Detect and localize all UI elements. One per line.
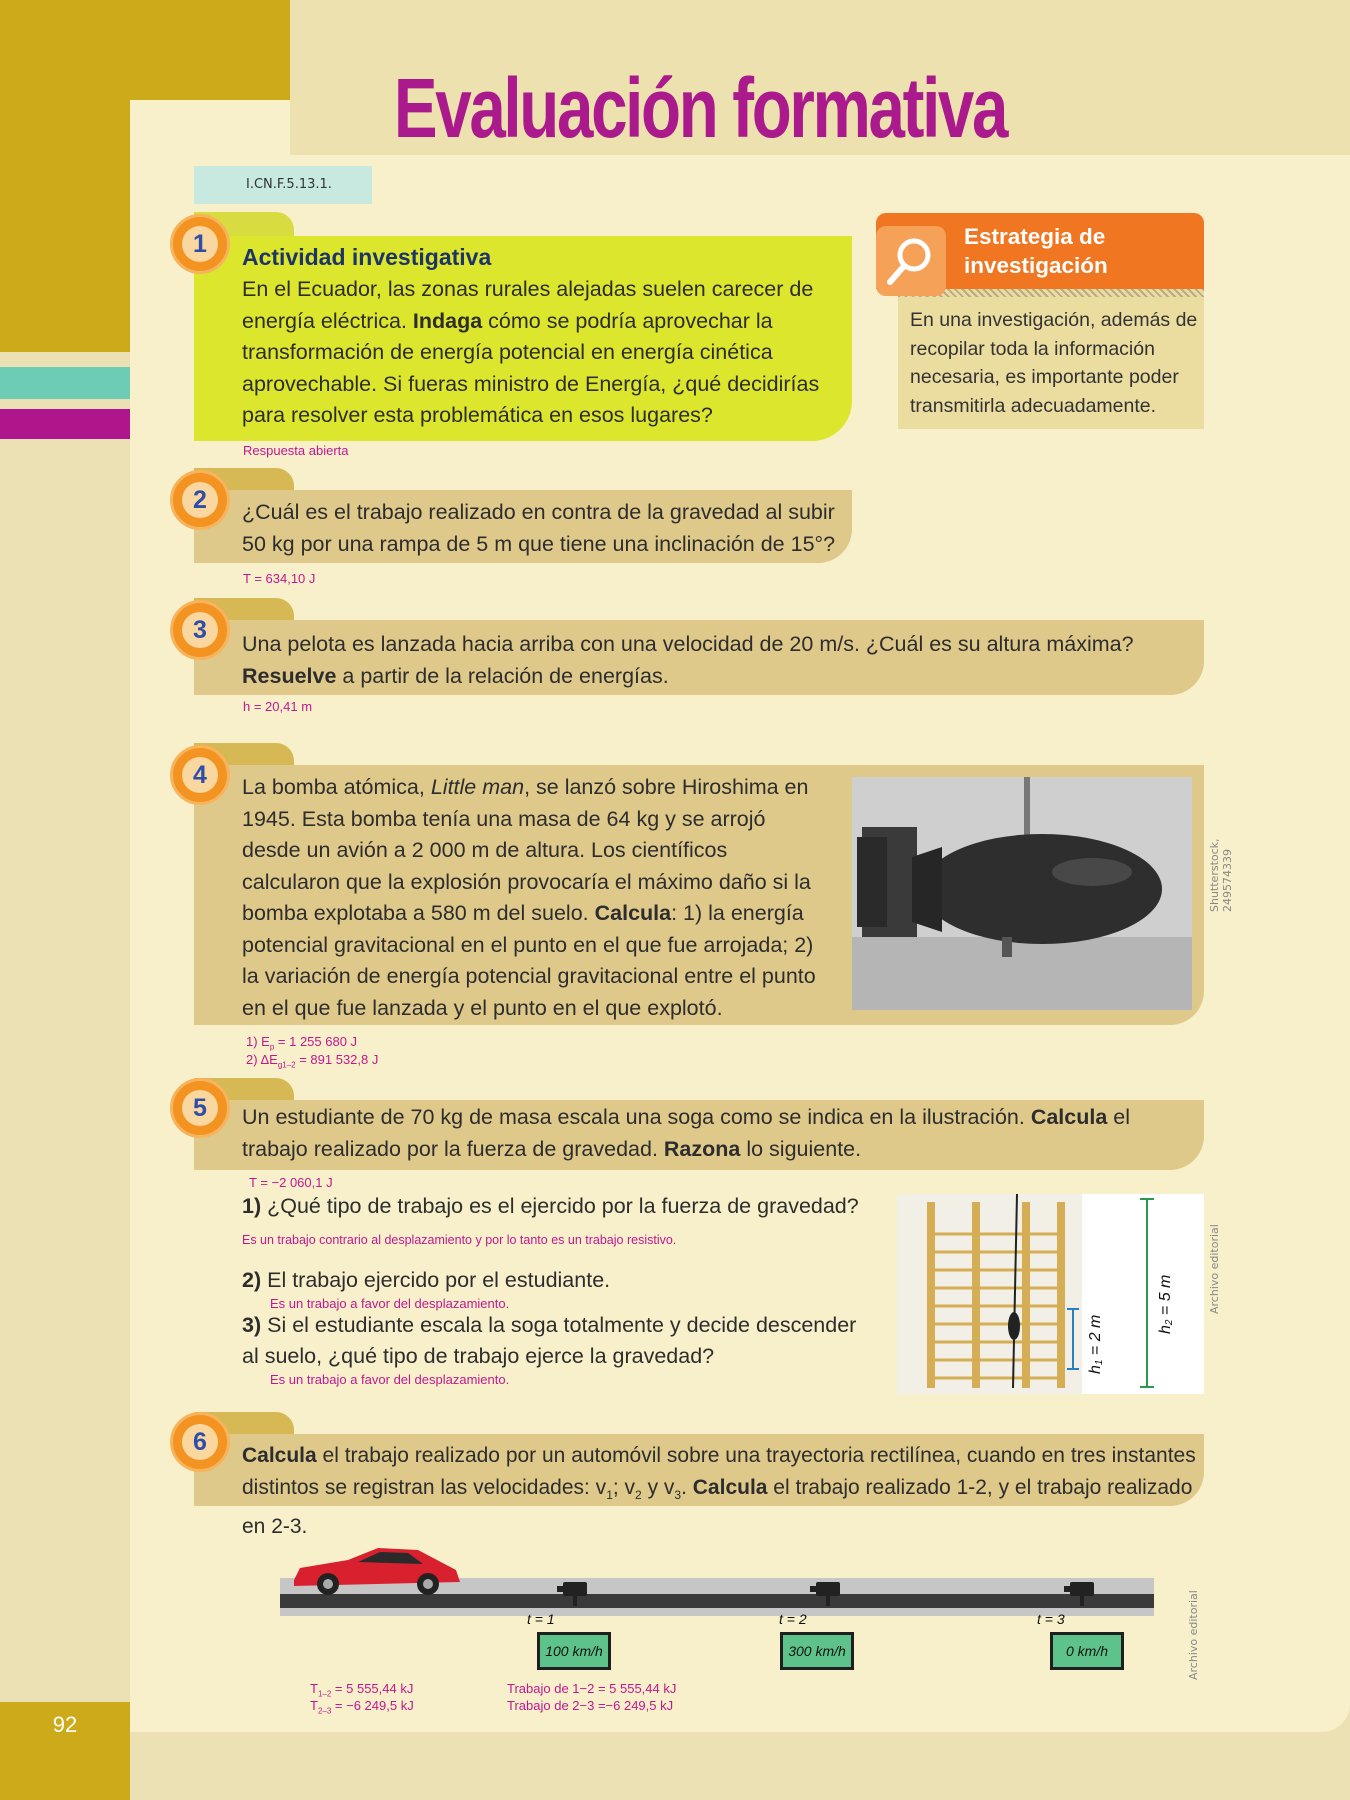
activity-number: 5 <box>182 1090 218 1126</box>
text-span: = 2 m <box>1087 1314 1104 1360</box>
speed-box: 0 km/h <box>1050 1632 1124 1670</box>
activity-heading: Actividad investigativa <box>242 244 492 270</box>
activity-number: 4 <box>182 757 218 793</box>
text-span: Una pelota es lanzada hacia arriba con una velocidad de 20 m/s. ¿Cuál es su altura máxima? <box>242 632 1134 656</box>
text-sub: p <box>269 1042 275 1052</box>
text-span: el trabajo realizado por un automóvil sobre una trayectoria rectilínea, cuando en tres instantes distintos se registran las velocidades: v <box>242 1444 1196 1499</box>
text-span: el trabajo realizado 1-2, y el trabajo realizado en 2-3. <box>242 1475 1193 1539</box>
activity-2-badge <box>170 470 230 530</box>
activity-4-badge <box>170 745 230 805</box>
text-sub: 2 <box>1164 1319 1176 1326</box>
italic-name: Little man <box>430 775 525 799</box>
text-span: = −6 249,5 kJ <box>331 1698 414 1713</box>
text-span: lo siguiente. <box>740 1136 862 1161</box>
subquestion-answer: Es un trabajo contrario al desplazamiento y por lo tanto es un trabajo resistivo. <box>242 1233 677 1247</box>
text-span: T <box>310 1681 318 1696</box>
strategy-title <box>964 222 1194 280</box>
activity-6-badge <box>170 1412 230 1472</box>
subquestion-3 <box>242 1310 862 1372</box>
camera-icon <box>1064 1580 1098 1606</box>
subquestion-number: 1) <box>242 1194 262 1218</box>
text-span: 2) ΔE <box>246 1052 278 1067</box>
activity-number: 1 <box>182 226 218 262</box>
bold-verb: Calcula <box>692 1475 768 1499</box>
bold-verb: Indaga <box>412 308 483 333</box>
strategy-title-line: Estrategia de <box>964 224 1106 249</box>
activity-5-text <box>242 1102 1197 1165</box>
height-1-label <box>1087 1294 1127 1374</box>
text-span: , se lanzó sobre Hiroshima en 1945. Esta bomba tenía una masa de 64 kg y se arrojó desde un avión a 2 000 m de altura. Los científicos calcularon que la explosión provocaría el máximo daño si la bomba explotaba a 580 m del suelo. <box>242 775 811 925</box>
text-span: . <box>681 1475 693 1499</box>
activity-4-answer-2 <box>246 1052 378 1074</box>
activity-5-badge <box>170 1078 230 1138</box>
activity-3-badge <box>170 600 230 660</box>
activity-number: 2 <box>182 482 218 518</box>
page-number: 92 <box>52 1712 78 1737</box>
activity-number: 3 <box>182 612 218 648</box>
text-span: : 1) la energía potencial gravitacional en el punto en el que fue arrojada; 2) la variación de energía potencial gravitacional entre el punto en el que fue lanzada y el punto en el que explotó. <box>242 901 816 1020</box>
time-label: t = 3 <box>1037 1611 1065 1627</box>
camera-icon <box>810 1580 844 1606</box>
strategy-text: En una investigación, además de recopilar toda la información necesaria, es importante poder transmitirla adecuadamente. <box>910 309 1198 417</box>
bold-verb: Calcula <box>1030 1105 1108 1129</box>
activity-2-answer: T = 634,10 J <box>243 571 316 586</box>
car-icon <box>288 1540 464 1598</box>
subquestion-1 <box>242 1191 862 1256</box>
subquestion-number: 2) <box>242 1268 262 1292</box>
text-span: La bomba atómica, <box>242 775 431 799</box>
bold-verb: Calcula <box>594 901 672 925</box>
text-span: = 5 m <box>1157 1274 1174 1320</box>
activity-2-text: ¿Cuál es el trabajo realizado en contra de la gravedad al subir 50 kg por una rampa de 5 m que tiene una inclinación de 15°? <box>242 500 836 556</box>
text-span: h <box>1087 1365 1104 1374</box>
subquestion-3-answer: Es un trabajo a favor del desplazamiento. <box>270 1372 510 1387</box>
activity-5-answer: T = −2 060,1 J <box>249 1175 333 1190</box>
activity-3-answer: h = 20,41 m <box>243 699 313 714</box>
activity-6-answer-3: Trabajo de 1−2 = 5 555,44 kJ <box>507 1681 677 1696</box>
text-span: a partir de la relación de energías. <box>336 663 669 688</box>
text-sub: 1 <box>1094 1359 1106 1366</box>
teal-strip <box>0 367 130 399</box>
rope-climb-illustration <box>897 1194 1204 1394</box>
atomic-bomb-photo <box>852 777 1192 1010</box>
camera-icon <box>557 1580 591 1606</box>
text-span: = 1 255 680 J <box>274 1034 358 1049</box>
subquestion-2 <box>242 1265 862 1296</box>
time-label: t = 2 <box>779 1611 807 1627</box>
text-sub: g1–2 <box>277 1060 296 1070</box>
magenta-strip <box>0 409 130 439</box>
page-title: Evaluación formativa <box>393 61 1007 155</box>
text-span: 1) E <box>246 1034 270 1049</box>
subquestion-number: 3) <box>242 1313 262 1337</box>
subquestion-2-answer: Es un trabajo a favor del desplazamiento. <box>270 1296 510 1311</box>
activity-3-text <box>242 629 1197 692</box>
text-span: T <box>310 1698 318 1713</box>
speed-box: 100 km/h <box>537 1632 611 1670</box>
bold-verb: Calcula <box>242 1444 317 1467</box>
illustration-credit: Archivo editorial <box>1208 1224 1221 1314</box>
strategy-title-line: investigación <box>964 253 1108 278</box>
activity-number: 6 <box>182 1424 218 1460</box>
photo-credit: Shutterstock, 249574339 <box>1208 838 1234 912</box>
illustration-credit: Archivo editorial <box>1187 1590 1200 1680</box>
subquestion-text: Si el estudiante escala la soga totalmente y decide descender al suelo, ¿qué tipo de trabajo ejerce la gravedad? <box>242 1313 857 1368</box>
text-span: = 891 532,8 J <box>295 1052 379 1067</box>
height-2-label <box>1157 1254 1197 1334</box>
text-span: y v <box>641 1475 675 1499</box>
activity-6-text <box>242 1440 1202 1543</box>
text-span: = 5 555,44 kJ <box>331 1681 414 1696</box>
bold-verb: Razona <box>663 1136 741 1161</box>
subquestion-text: ¿Qué tipo de trabajo es el ejercido por la fuerza de gravedad? <box>267 1194 859 1218</box>
text-span: h <box>1157 1325 1174 1334</box>
magnifier-icon <box>876 226 946 296</box>
activity-1-answer: Respuesta abierta <box>243 443 349 458</box>
text-sub: 1 <box>606 1487 613 1502</box>
text-span: el trabajo realizado por la fuerza de gravedad. <box>242 1105 1131 1161</box>
text-span: Un estudiante de 70 kg de masa escala una soga como se indica en la ilustración. <box>242 1105 1031 1129</box>
left-margin-block <box>0 0 130 352</box>
speed-box: 300 km/h <box>780 1632 854 1670</box>
text-sub: 2 <box>635 1487 642 1502</box>
activity-4-text <box>242 772 817 1024</box>
subquestion-text: El trabajo ejercido por el estudiante. <box>267 1268 611 1292</box>
text-span: En el Ecuador, las zonas rurales alejadas suelen carecer de energía eléctrica. <box>242 277 814 333</box>
activity-1-text <box>242 274 842 432</box>
activity-6-answer-4: Trabajo de 2−3 =−6 249,5 kJ <box>507 1698 674 1713</box>
text-sub: 2–3 <box>317 1706 332 1716</box>
time-label: t = 1 <box>527 1611 555 1627</box>
bold-verb: Resuelve <box>242 663 337 688</box>
text-span: cómo se podría aprovechar la transformación de energía potencial en energía cinética aprovechable. Si fueras ministro de Energía, ¿qué decidirías para resolver esta problemática en esos lugares? <box>242 308 820 427</box>
text-sub: 3 <box>674 1487 682 1502</box>
activity-6-answer-2 <box>310 1698 414 1720</box>
activity-1-badge <box>170 214 230 274</box>
text-sub: 1–2 <box>317 1689 332 1699</box>
text-span: ; v <box>612 1475 636 1499</box>
indicator-code: I.CN.F.5.13.1. <box>194 166 372 204</box>
